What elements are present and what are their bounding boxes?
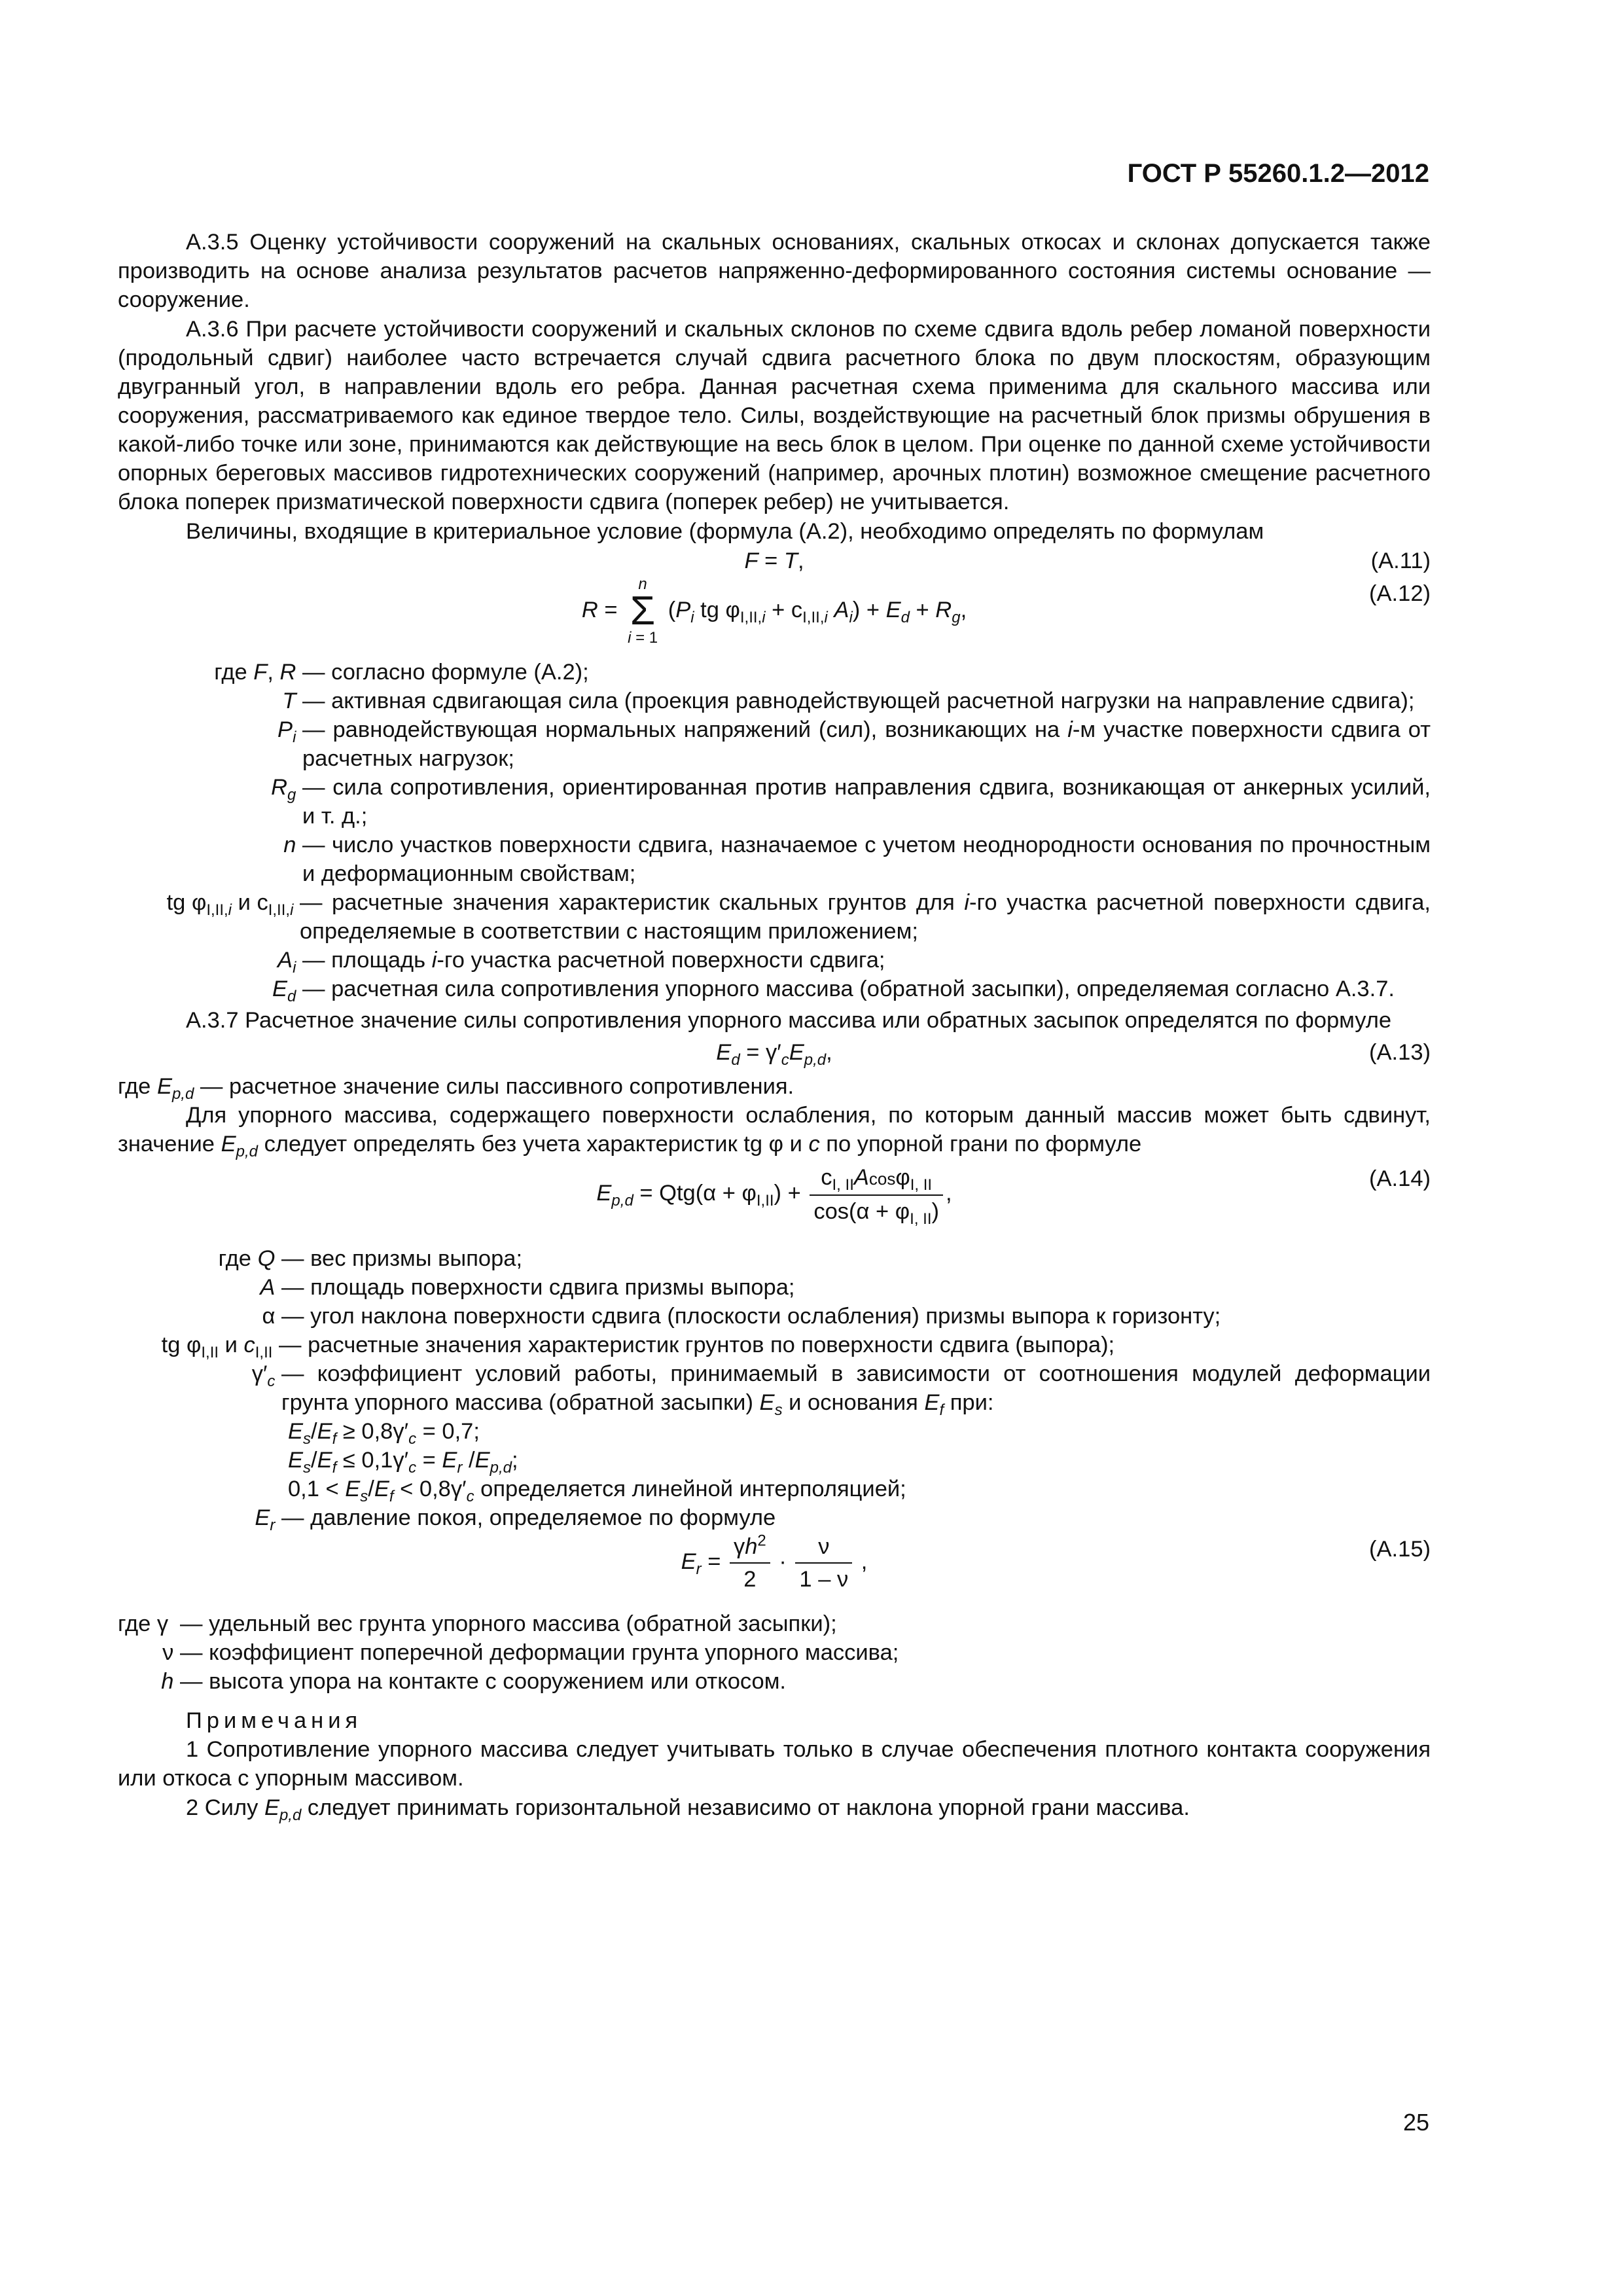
paragraph-a35: А.3.5 Оценку устойчивости сооружений на скальных основаниях, скальных откосах и склонах допускается также производить на основе анализа результатов расчетов напряженно-деформированного состояния системы основание — сооружение. xyxy=(118,230,1431,312)
glossary-desc-pi: — равнодействующая нормальных напряжений (сил), возникающих на i-м участке поверхности сдвига от расчетных нагрузок; xyxy=(302,717,1431,771)
glossary-desc-er: — давление покоя, определяемое по формуле xyxy=(281,1505,776,1530)
page-body xyxy=(118,228,1431,1823)
equation-number-a11: (А.11) xyxy=(1370,548,1431,573)
glossary-desc-q: — вес призмы выпора; xyxy=(281,1246,523,1271)
glossary-row-gamma: где γ — удельный вес грунта упорного массива (обратной засыпки); xyxy=(118,1609,1431,1638)
glossary-row-rg: $R_g$ — сила сопротивления, ориентированная против направления сдвига, возникающая от анкерных усилий, и т. д.; xyxy=(118,773,1431,831)
fraction-a15-right: $\frac{\nu}{1 - \nu}$ xyxy=(795,1532,852,1594)
glossary-row-gamma-c: $\gamma'_c$ — коэффициент условий работы, принимаемый в зависимости от соотношения модулей деформации грунта упорного массива (обратной засыпки) $E_s$ и основания $E_f$ при: xyxy=(118,1359,1431,1417)
sum-symbol: n Σ i = 1 xyxy=(628,575,658,647)
glossary-row-ai: $A_i$ — площадь i-го участка расчетной поверхности сдвига; xyxy=(118,946,1431,975)
fraction-a15-left: $\frac{\gamma h^2}{2}$ xyxy=(730,1532,770,1594)
glossary-desc-t: — активная сдвигающая сила (проекция равнодействующей расчетной нагрузки на направление сдвига); xyxy=(302,689,1415,713)
equation-a13-expr: $E_d = \gamma'_cE_{p,d}$, xyxy=(716,1040,832,1069)
glossary-row-er: $E_r$ — давление покоя, определяемое по формуле xyxy=(118,1503,1431,1532)
paragraph-a37: А.3.7 Расчетное значение силы сопротивления упорного массива или обратных засыпок определятся по формуле xyxy=(186,1008,1392,1033)
condition-1: $E_s/E_f \ge 0,8\gamma'_c = 0,7$; xyxy=(288,1419,480,1448)
equation-a12-expr: R = n Σ i = 1 ($P_i$ tg $\varphi_{I,II,i} + c_{I,II,i}$ $A_i) + E_d + R_g$, xyxy=(581,575,967,647)
glossary-row-h: h — высота упора на контакте с сооружением или откосом. xyxy=(118,1667,1431,1696)
condition-2: $E_s/E_f \le 0,1\gamma'_c = E_r$ $/E_{p,d}$; xyxy=(288,1448,518,1477)
where-label: где xyxy=(214,660,247,685)
glossary-row-t: T — активная сдвигающая сила (проекция равнодействующей расчетной нагрузки на направление сдвига); xyxy=(118,687,1431,715)
notes-title: Примечания xyxy=(186,1708,363,1733)
glossary-row-tgc2: tg $\varphi_{I,II}$ и $c_{I,II}$ — расчетные значения характеристик грунтов по поверхности сдвига (выпора); xyxy=(118,1331,1431,1359)
fraction-a14: $\frac{c_{I, II}Acos\varphi_{I, II}}{\cos(\alpha + \varphi_{I, II})}$ xyxy=(810,1163,943,1226)
standard-number: ГОСТ Р 55260.1.2—2012 xyxy=(1127,159,1429,188)
equation-number-a15: (А.15) xyxy=(1369,1537,1431,1562)
note-1: 1 Сопротивление упорного массива следует учитывать только в случае обеспечения плотного контакта сооружения или откоса с упорным массивом. xyxy=(118,1737,1431,1791)
glossary-row-alpha: α — угол наклона поверхности сдвига (плоскости ослабления) призмы выпора к горизонту; xyxy=(118,1302,1431,1331)
glossary-row-q: где Q — вес призмы выпора; xyxy=(118,1244,1431,1273)
conditions-block xyxy=(118,1417,1431,1503)
glossary-a12 xyxy=(118,658,1431,1003)
glossary-desc-tgc: — расчетные значения характеристик скальных грунтов для i-го участка расчетной поверхности сдвига, определяемые в соответствии с настоящим приложением; xyxy=(300,890,1431,944)
paragraph-a36: А.3.6 При расчете устойчивости сооружений и скальных склонов по схеме сдвига вдоль ребер ломаной поверхности (продольный сдвиг) наиболее часто встречается случай сдвига расчетного блока по двум плоскостям, образующим двугранный угол, в направлении вдоль его ребра. Данная расчетная схема применима для скального массива или сооружения, рассматриваемого как единое твердое тело. Силы, воздействующие на расчетный блок призмы обрушения в какой-либо точке или зоне, принимаются как действующие на весь блок в целом. При оценке по данной схеме устойчивости опорных береговых массивов гидротехнических сооружений (например, арочных плотин) возможное смещение расчетного блока поперек призматической поверхности сдвига (поперек ребер) не учитывается. xyxy=(118,317,1431,514)
glossary-desc-n: — число участков поверхности сдвига, назначаемое с учетом неоднородности основания по прочностным и деформационным свойствам; xyxy=(302,833,1431,886)
glossary-desc-h: — высота упора на контакте с сооружением или откосом. xyxy=(180,1669,787,1694)
glossary-row-tgc: tg $\varphi_{I,II,i}$ и $c_{I,II,i}$ — расчетные значения характеристик скальных грунтов для i-го участка расчетной поверхности сдвига, определяемые в соответствии с настоящим приложением; xyxy=(118,888,1431,946)
glossary-desc-ed: — расчетная сила сопротивления упорного массива (обратной засыпки), определяемая согласно А.3.7. xyxy=(302,977,1395,1001)
glossary-desc-gamma: — удельный вес грунта упорного массива (обратной засыпки); xyxy=(180,1611,837,1636)
equation-a15 xyxy=(118,1532,1431,1604)
paragraph-values-intro: Величины, входящие в критериальное условие (формула (А.2), необходимо определять по формулам xyxy=(186,519,1264,544)
equation-a15-expr: $E_r$ = $\frac{\gamma h^2}{2}$ · $\frac{\nu}{1 - \nu}$ , xyxy=(118,1532,1431,1594)
glossary-row-pi: $P_i$ — равнодействующая нормальных напряжений (сил), возникающих на i-м участке поверхности сдвига от расчетных нагрузок; xyxy=(118,715,1431,773)
glossary-desc-a: — площадь поверхности сдвига призмы выпора; xyxy=(281,1275,795,1300)
glossary-desc-alpha: — угол наклона поверхности сдвига (плоскости ослабления) призмы выпора к горизонту; xyxy=(281,1304,1221,1329)
paragraph-epd-intro: Для упорного массива, содержащего поверхности ослабления, по которым данный массив может быть сдвинут, значение $E_{p,d}$ следует определять без учета характеристик tg φ и c по упорной грани по формуле xyxy=(118,1103,1431,1160)
equation-a11 xyxy=(118,547,1431,577)
glossary-row-nu: ν — коэффициент поперечной деформации грунта упорного массива; xyxy=(118,1638,1431,1667)
glossary-row-a: A — площадь поверхности сдвига призмы выпора; xyxy=(118,1273,1431,1302)
equation-number-a12: (А.12) xyxy=(1369,581,1431,606)
equation-a11-expr: F = T, xyxy=(744,548,804,573)
glossary-a15 xyxy=(118,1609,1431,1696)
glossary-row-fr: где F, R — согласно формуле (А.2); xyxy=(118,658,1431,687)
equation-a14-expr: $E_{p,d} = Qtg(\alpha + \varphi_{I,II})$ + $\frac{c_{I, II}Acos\varphi_{I, II}}{\cos(\alpha + \varphi_{I, II})}$ , xyxy=(118,1163,1431,1226)
glossary-row-ed: $E_d$ — расчетная сила сопротивления упорного массива (обратной засыпки), определяемая согласно А.3.7. xyxy=(118,975,1431,1003)
glossary-desc-fr: — согласно формуле (А.2); xyxy=(302,660,589,685)
glossary-desc-ai: — площадь i-го участка расчетной поверхности сдвига; xyxy=(302,948,885,973)
glossary-a14 xyxy=(118,1244,1431,1532)
equation-number-a14: (А.14) xyxy=(1369,1166,1431,1191)
glossary-row-n: n — число участков поверхности сдвига, назначаемое с учетом неоднородности основания по прочностным и деформационным свойствам; xyxy=(118,831,1431,888)
equation-a12 xyxy=(118,577,1431,651)
equation-a13 xyxy=(118,1035,1431,1072)
glossary-desc-tgc2: — расчетные значения характеристик грунтов по поверхности сдвига (выпора); xyxy=(279,1333,1115,1357)
notes xyxy=(118,1706,1431,1822)
condition-3: $0,1 < E_s/E_f < 0,8\gamma'_c$ определяется линейной интерполяцией; xyxy=(288,1477,906,1505)
glossary-desc-gamma-c: — коэффициент условий работы, принимаемый в зависимости от соотношения модулей деформации грунта упорного массива (обратной засыпки) $E_s$ и основания $E_f$ при: xyxy=(281,1361,1431,1419)
page-number: 25 xyxy=(1402,2109,1429,2136)
equation-a14 xyxy=(118,1159,1431,1239)
glossary-desc-nu: — коэффициент поперечной деформации грунта упорного массива; xyxy=(180,1640,899,1665)
glossary-desc-rg: — сила сопротивления, ориентированная против направления сдвига, возникающая от анкерных усилий, и т. д.; xyxy=(302,775,1431,829)
note-2: 2 Силу $E_{p,d}$ следует принимать горизонтальной независимо от наклона упорной грани массива. xyxy=(186,1795,1190,1824)
equation-number-a13: (А.13) xyxy=(1369,1040,1431,1065)
paragraph-where-epd: где $E_{p,d}$ — расчетное значение силы пассивного сопротивления. xyxy=(118,1074,794,1103)
